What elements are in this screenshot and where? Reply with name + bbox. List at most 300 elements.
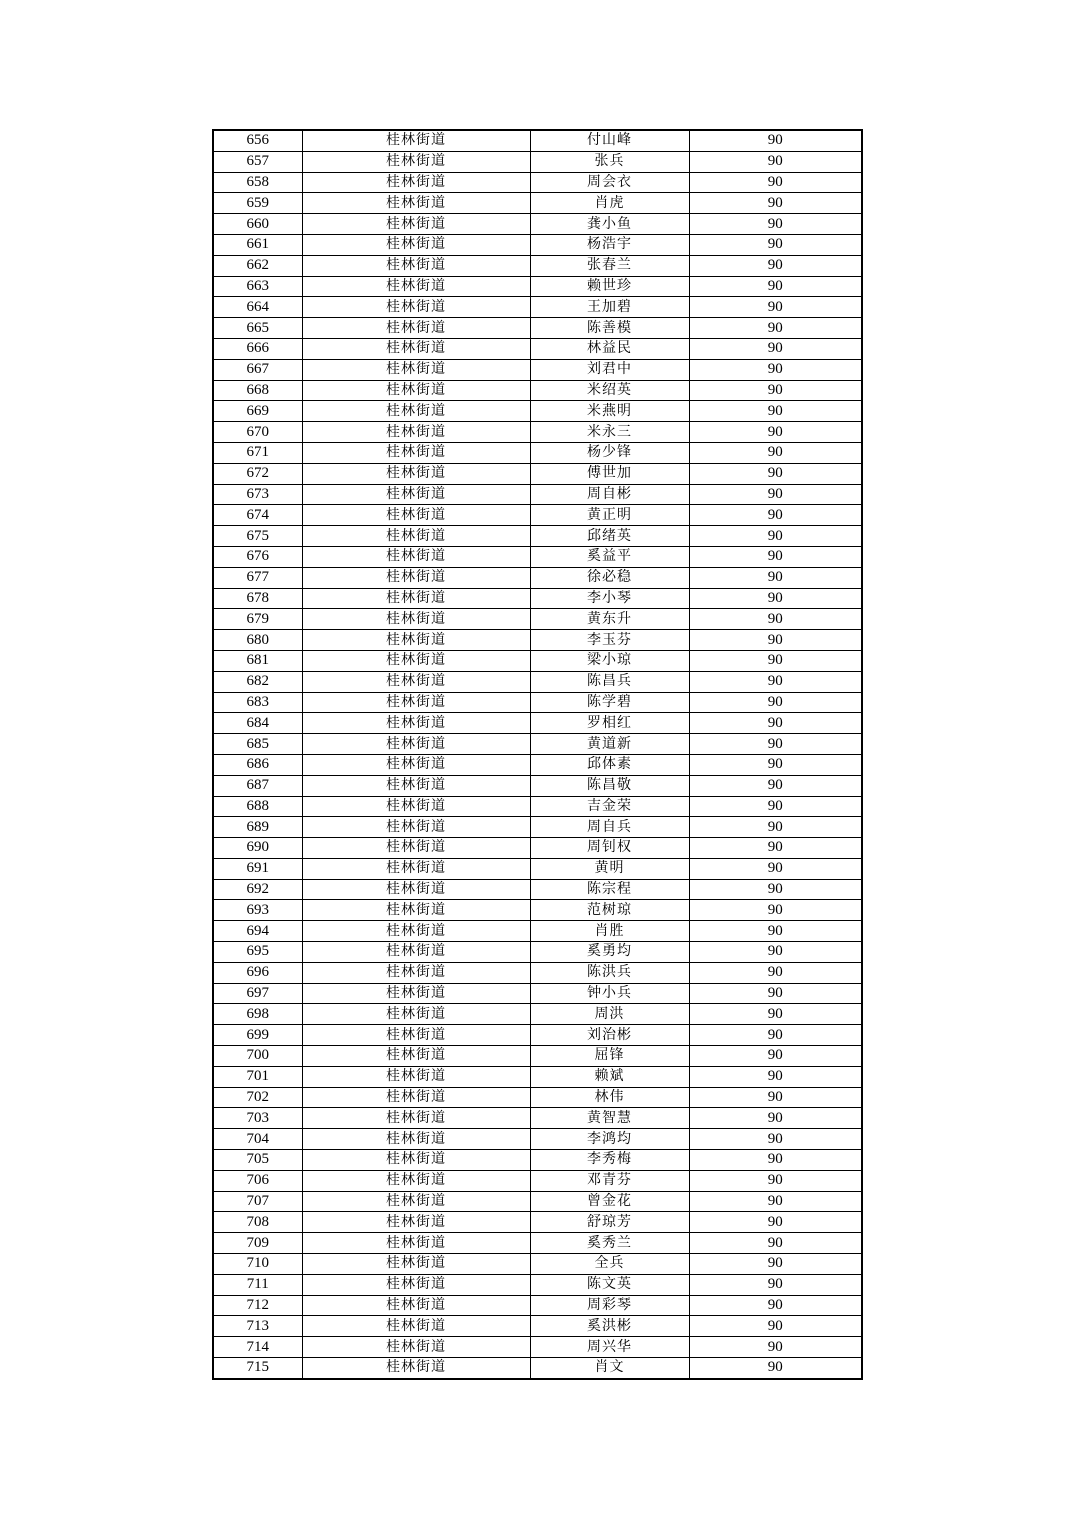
row-number-cell: 662	[213, 255, 302, 276]
person-name-cell: 陈昌敬	[530, 775, 689, 796]
table-row	[213, 463, 862, 484]
row-number-cell: 667	[213, 359, 302, 380]
score-cell: 90	[689, 1108, 862, 1129]
person-name-cell: 张春兰	[530, 255, 689, 276]
table-row	[213, 1025, 862, 1046]
table-row	[213, 1274, 862, 1295]
row-number-cell: 709	[213, 1233, 302, 1254]
row-number-cell: 689	[213, 817, 302, 838]
street-cell: 桂林街道	[302, 650, 530, 671]
row-number-cell: 657	[213, 151, 302, 172]
street-cell: 桂林街道	[302, 214, 530, 235]
street-cell: 桂林街道	[302, 1337, 530, 1358]
table-row	[213, 338, 862, 359]
street-cell: 桂林街道	[302, 754, 530, 775]
street-cell: 桂林街道	[302, 1191, 530, 1212]
score-cell: 90	[689, 151, 862, 172]
person-name-cell: 曾金花	[530, 1191, 689, 1212]
score-cell: 90	[689, 1025, 862, 1046]
row-number-cell: 669	[213, 401, 302, 422]
table-row	[213, 130, 862, 151]
street-cell: 桂林街道	[302, 1108, 530, 1129]
score-cell: 90	[689, 962, 862, 983]
street-cell: 桂林街道	[302, 401, 530, 422]
street-cell: 桂林街道	[302, 255, 530, 276]
person-name-cell: 范树琼	[530, 900, 689, 921]
row-number-cell: 671	[213, 442, 302, 463]
row-number-cell: 704	[213, 1129, 302, 1150]
score-cell: 90	[689, 713, 862, 734]
row-number-cell: 708	[213, 1212, 302, 1233]
score-cell: 90	[689, 214, 862, 235]
table-row	[213, 692, 862, 713]
row-number-cell: 707	[213, 1191, 302, 1212]
street-cell: 桂林街道	[302, 1212, 530, 1233]
score-cell: 90	[689, 775, 862, 796]
score-cell: 90	[689, 817, 862, 838]
score-cell: 90	[689, 796, 862, 817]
table-row	[213, 734, 862, 755]
person-name-cell: 陈洪兵	[530, 962, 689, 983]
table-row	[213, 838, 862, 859]
row-number-cell: 699	[213, 1025, 302, 1046]
street-cell: 桂林街道	[302, 838, 530, 859]
street-cell: 桂林街道	[302, 338, 530, 359]
person-name-cell: 黄道新	[530, 734, 689, 755]
table-row	[213, 567, 862, 588]
score-cell: 90	[689, 130, 862, 151]
person-name-cell: 肖文	[530, 1358, 689, 1379]
table-row	[213, 1129, 862, 1150]
street-cell: 桂林街道	[302, 962, 530, 983]
person-name-cell: 罗相红	[530, 713, 689, 734]
table-row	[213, 255, 862, 276]
table-row	[213, 1066, 862, 1087]
person-name-cell: 米永三	[530, 422, 689, 443]
person-name-cell: 李鸿均	[530, 1129, 689, 1150]
person-name-cell: 王加碧	[530, 297, 689, 318]
person-name-cell: 陈文英	[530, 1274, 689, 1295]
person-name-cell: 周会衣	[530, 172, 689, 193]
person-name-cell: 刘君中	[530, 359, 689, 380]
score-cell: 90	[689, 484, 862, 505]
row-number-cell: 697	[213, 983, 302, 1004]
table-row	[213, 505, 862, 526]
row-number-cell: 680	[213, 630, 302, 651]
row-number-cell: 691	[213, 858, 302, 879]
person-name-cell: 傅世加	[530, 463, 689, 484]
row-number-cell: 675	[213, 526, 302, 547]
person-name-cell: 黄东升	[530, 609, 689, 630]
row-number-cell: 698	[213, 1004, 302, 1025]
score-cell: 90	[689, 1066, 862, 1087]
score-cell: 90	[689, 1129, 862, 1150]
table-row	[213, 1191, 862, 1212]
street-cell: 桂林街道	[302, 1150, 530, 1171]
street-cell: 桂林街道	[302, 234, 530, 255]
table-row	[213, 983, 862, 1004]
score-cell: 90	[689, 630, 862, 651]
score-cell: 90	[689, 546, 862, 567]
table-row	[213, 1358, 862, 1379]
row-number-cell: 715	[213, 1358, 302, 1379]
row-number-cell: 695	[213, 942, 302, 963]
score-cell: 90	[689, 1316, 862, 1337]
table-row	[213, 546, 862, 567]
person-name-cell: 邱绪英	[530, 526, 689, 547]
table-row	[213, 359, 862, 380]
table-row	[213, 962, 862, 983]
person-name-cell: 周兴华	[530, 1337, 689, 1358]
table-row	[213, 1337, 862, 1358]
person-name-cell: 赖世珍	[530, 276, 689, 297]
row-number-cell: 672	[213, 463, 302, 484]
table-row	[213, 588, 862, 609]
person-name-cell: 龚小鱼	[530, 214, 689, 235]
street-cell: 桂林街道	[302, 1316, 530, 1337]
score-cell: 90	[689, 609, 862, 630]
person-name-cell: 付山峰	[530, 130, 689, 151]
roster-table	[212, 129, 863, 1380]
street-cell: 桂林街道	[302, 1025, 530, 1046]
table-row	[213, 1212, 862, 1233]
row-number-cell: 677	[213, 567, 302, 588]
person-name-cell: 奚秀兰	[530, 1233, 689, 1254]
person-name-cell: 黄明	[530, 858, 689, 879]
score-cell: 90	[689, 1274, 862, 1295]
table-row	[213, 401, 862, 422]
person-name-cell: 米绍英	[530, 380, 689, 401]
person-name-cell: 米燕明	[530, 401, 689, 422]
person-name-cell: 张兵	[530, 151, 689, 172]
row-number-cell: 687	[213, 775, 302, 796]
table-row	[213, 1004, 862, 1025]
score-cell: 90	[689, 692, 862, 713]
street-cell: 桂林街道	[302, 151, 530, 172]
table-row	[213, 234, 862, 255]
person-name-cell: 周自彬	[530, 484, 689, 505]
person-name-cell: 周钊权	[530, 838, 689, 859]
score-cell: 90	[689, 650, 862, 671]
row-number-cell: 656	[213, 130, 302, 151]
street-cell: 桂林街道	[302, 588, 530, 609]
row-number-cell: 673	[213, 484, 302, 505]
table-row	[213, 630, 862, 651]
row-number-cell: 683	[213, 692, 302, 713]
street-cell: 桂林街道	[302, 630, 530, 651]
score-cell: 90	[689, 858, 862, 879]
table-row	[213, 380, 862, 401]
table-row	[213, 754, 862, 775]
person-name-cell: 黄智慧	[530, 1108, 689, 1129]
street-cell: 桂林街道	[302, 484, 530, 505]
score-cell: 90	[689, 234, 862, 255]
score-cell: 90	[689, 754, 862, 775]
row-number-cell: 706	[213, 1170, 302, 1191]
score-cell: 90	[689, 879, 862, 900]
row-number-cell: 714	[213, 1337, 302, 1358]
street-cell: 桂林街道	[302, 318, 530, 339]
score-cell: 90	[689, 567, 862, 588]
person-name-cell: 舒琼芳	[530, 1212, 689, 1233]
table-row	[213, 214, 862, 235]
table-row	[213, 921, 862, 942]
street-cell: 桂林街道	[302, 276, 530, 297]
street-cell: 桂林街道	[302, 1254, 530, 1275]
score-cell: 90	[689, 380, 862, 401]
score-cell: 90	[689, 588, 862, 609]
score-cell: 90	[689, 463, 862, 484]
street-cell: 桂林街道	[302, 734, 530, 755]
table-row	[213, 1150, 862, 1171]
table-row	[213, 1254, 862, 1275]
row-number-cell: 670	[213, 422, 302, 443]
table-row	[213, 276, 862, 297]
score-cell: 90	[689, 838, 862, 859]
row-number-cell: 685	[213, 734, 302, 755]
person-name-cell: 邱体素	[530, 754, 689, 775]
row-number-cell: 678	[213, 588, 302, 609]
person-name-cell: 李玉芬	[530, 630, 689, 651]
person-name-cell: 陈宗程	[530, 879, 689, 900]
row-number-cell: 679	[213, 609, 302, 630]
row-number-cell: 712	[213, 1295, 302, 1316]
person-name-cell: 奚益平	[530, 546, 689, 567]
table-row	[213, 193, 862, 214]
table-row	[213, 442, 862, 463]
row-number-cell: 674	[213, 505, 302, 526]
street-cell: 桂林街道	[302, 858, 530, 879]
person-name-cell: 李秀梅	[530, 1150, 689, 1171]
street-cell: 桂林街道	[302, 567, 530, 588]
table-row	[213, 671, 862, 692]
score-cell: 90	[689, 1358, 862, 1379]
score-cell: 90	[689, 1233, 862, 1254]
street-cell: 桂林街道	[302, 817, 530, 838]
table-row	[213, 422, 862, 443]
street-cell: 桂林街道	[302, 526, 530, 547]
table-row	[213, 1233, 862, 1254]
table-row	[213, 609, 862, 630]
score-cell: 90	[689, 505, 862, 526]
score-cell: 90	[689, 921, 862, 942]
person-name-cell: 杨少锋	[530, 442, 689, 463]
score-cell: 90	[689, 671, 862, 692]
street-cell: 桂林街道	[302, 1170, 530, 1191]
table-row	[213, 900, 862, 921]
score-cell: 90	[689, 359, 862, 380]
row-number-cell: 693	[213, 900, 302, 921]
street-cell: 桂林街道	[302, 1295, 530, 1316]
street-cell: 桂林街道	[302, 380, 530, 401]
table-row	[213, 1108, 862, 1129]
score-cell: 90	[689, 442, 862, 463]
table-row	[213, 297, 862, 318]
person-name-cell: 赖斌	[530, 1066, 689, 1087]
row-number-cell: 694	[213, 921, 302, 942]
row-number-cell: 681	[213, 650, 302, 671]
person-name-cell: 周自兵	[530, 817, 689, 838]
person-name-cell: 杨浩宇	[530, 234, 689, 255]
person-name-cell: 奚洪彬	[530, 1316, 689, 1337]
street-cell: 桂林街道	[302, 546, 530, 567]
score-cell: 90	[689, 276, 862, 297]
street-cell: 桂林街道	[302, 921, 530, 942]
row-number-cell: 665	[213, 318, 302, 339]
row-number-cell: 660	[213, 214, 302, 235]
table-row	[213, 1046, 862, 1067]
row-number-cell: 684	[213, 713, 302, 734]
street-cell: 桂林街道	[302, 1274, 530, 1295]
roster-table-body	[213, 130, 862, 1379]
row-number-cell: 700	[213, 1046, 302, 1067]
row-number-cell: 659	[213, 193, 302, 214]
score-cell: 90	[689, 318, 862, 339]
person-name-cell: 肖虎	[530, 193, 689, 214]
table-row	[213, 318, 862, 339]
street-cell: 桂林街道	[302, 442, 530, 463]
table-row	[213, 1170, 862, 1191]
score-cell: 90	[689, 526, 862, 547]
score-cell: 90	[689, 297, 862, 318]
street-cell: 桂林街道	[302, 713, 530, 734]
person-name-cell: 陈昌兵	[530, 671, 689, 692]
score-cell: 90	[689, 1212, 862, 1233]
street-cell: 桂林街道	[302, 671, 530, 692]
person-name-cell: 肖胜	[530, 921, 689, 942]
person-name-cell: 梁小琼	[530, 650, 689, 671]
street-cell: 桂林街道	[302, 609, 530, 630]
person-name-cell: 周彩琴	[530, 1295, 689, 1316]
person-name-cell: 林伟	[530, 1087, 689, 1108]
person-name-cell: 刘治彬	[530, 1025, 689, 1046]
score-cell: 90	[689, 401, 862, 422]
row-number-cell: 688	[213, 796, 302, 817]
row-number-cell: 664	[213, 297, 302, 318]
person-name-cell: 吉金荣	[530, 796, 689, 817]
table-row	[213, 796, 862, 817]
table-row	[213, 858, 862, 879]
row-number-cell: 702	[213, 1087, 302, 1108]
table-row	[213, 172, 862, 193]
person-name-cell: 奚勇均	[530, 942, 689, 963]
row-number-cell: 703	[213, 1108, 302, 1129]
street-cell: 桂林街道	[302, 1087, 530, 1108]
street-cell: 桂林街道	[302, 172, 530, 193]
score-cell: 90	[689, 1295, 862, 1316]
table-row	[213, 526, 862, 547]
street-cell: 桂林街道	[302, 422, 530, 443]
person-name-cell: 林益民	[530, 338, 689, 359]
street-cell: 桂林街道	[302, 796, 530, 817]
table-row	[213, 1087, 862, 1108]
street-cell: 桂林街道	[302, 692, 530, 713]
street-cell: 桂林街道	[302, 359, 530, 380]
score-cell: 90	[689, 338, 862, 359]
row-number-cell: 713	[213, 1316, 302, 1337]
person-name-cell: 邓青芬	[530, 1170, 689, 1191]
street-cell: 桂林街道	[302, 900, 530, 921]
score-cell: 90	[689, 1046, 862, 1067]
table-row	[213, 1316, 862, 1337]
table-row	[213, 942, 862, 963]
row-number-cell: 701	[213, 1066, 302, 1087]
score-cell: 90	[689, 900, 862, 921]
person-name-cell: 陈学碧	[530, 692, 689, 713]
street-cell: 桂林街道	[302, 463, 530, 484]
person-name-cell: 屈锋	[530, 1046, 689, 1067]
score-cell: 90	[689, 422, 862, 443]
row-number-cell: 711	[213, 1274, 302, 1295]
person-name-cell: 陈善模	[530, 318, 689, 339]
score-cell: 90	[689, 255, 862, 276]
person-name-cell: 李小琴	[530, 588, 689, 609]
score-cell: 90	[689, 734, 862, 755]
row-number-cell: 668	[213, 380, 302, 401]
person-name-cell: 黄正明	[530, 505, 689, 526]
row-number-cell: 696	[213, 962, 302, 983]
person-name-cell: 徐必稳	[530, 567, 689, 588]
street-cell: 桂林街道	[302, 505, 530, 526]
street-cell: 桂林街道	[302, 1129, 530, 1150]
row-number-cell: 692	[213, 879, 302, 900]
row-number-cell: 658	[213, 172, 302, 193]
street-cell: 桂林街道	[302, 1046, 530, 1067]
score-cell: 90	[689, 1254, 862, 1275]
table-row	[213, 879, 862, 900]
street-cell: 桂林街道	[302, 942, 530, 963]
table-row	[213, 817, 862, 838]
person-name-cell: 周洪	[530, 1004, 689, 1025]
table-row	[213, 1295, 862, 1316]
score-cell: 90	[689, 942, 862, 963]
table-row	[213, 650, 862, 671]
street-cell: 桂林街道	[302, 983, 530, 1004]
person-name-cell: 钟小兵	[530, 983, 689, 1004]
score-cell: 90	[689, 1087, 862, 1108]
street-cell: 桂林街道	[302, 775, 530, 796]
row-number-cell: 705	[213, 1150, 302, 1171]
street-cell: 桂林街道	[302, 130, 530, 151]
row-number-cell: 690	[213, 838, 302, 859]
row-number-cell: 676	[213, 546, 302, 567]
table-row	[213, 775, 862, 796]
score-cell: 90	[689, 1337, 862, 1358]
score-cell: 90	[689, 1004, 862, 1025]
street-cell: 桂林街道	[302, 879, 530, 900]
score-cell: 90	[689, 1170, 862, 1191]
street-cell: 桂林街道	[302, 193, 530, 214]
street-cell: 桂林街道	[302, 1066, 530, 1087]
row-number-cell: 710	[213, 1254, 302, 1275]
row-number-cell: 682	[213, 671, 302, 692]
row-number-cell: 661	[213, 234, 302, 255]
row-number-cell: 686	[213, 754, 302, 775]
row-number-cell: 666	[213, 338, 302, 359]
score-cell: 90	[689, 1150, 862, 1171]
street-cell: 桂林街道	[302, 1358, 530, 1379]
score-cell: 90	[689, 193, 862, 214]
street-cell: 桂林街道	[302, 297, 530, 318]
score-cell: 90	[689, 1191, 862, 1212]
person-name-cell: 全兵	[530, 1254, 689, 1275]
table-row	[213, 713, 862, 734]
table-row	[213, 484, 862, 505]
street-cell: 桂林街道	[302, 1233, 530, 1254]
score-cell: 90	[689, 172, 862, 193]
row-number-cell: 663	[213, 276, 302, 297]
street-cell: 桂林街道	[302, 1004, 530, 1025]
